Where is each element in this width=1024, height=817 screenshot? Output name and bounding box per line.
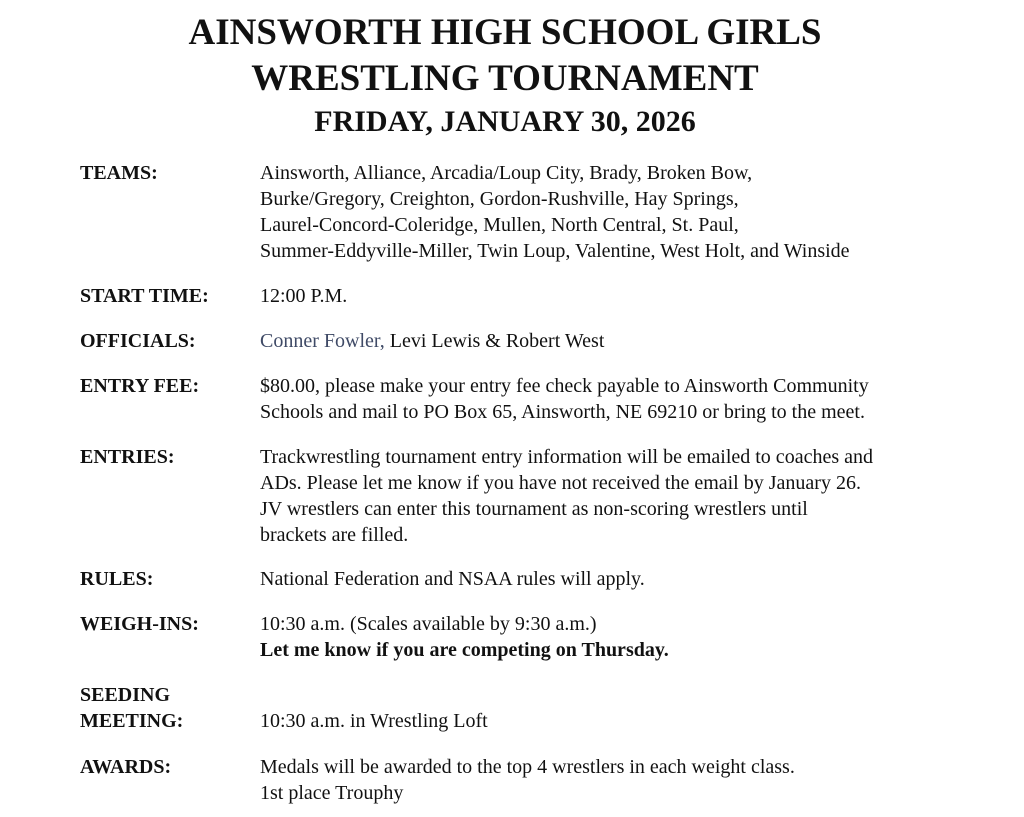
awards-value <box>260 754 960 806</box>
entries-line: ADs. Please let me know if you have not received the email by January 26. <box>260 472 861 494</box>
entries-line: Trackwrestling tournament entry information will be emailed to coaches and <box>260 446 873 468</box>
officials-rest: Levi Lewis & Robert West <box>384 330 605 352</box>
seeding-meeting-label <box>80 682 255 734</box>
official-conner-fowler[interactable]: Conner Fowler, <box>260 330 385 352</box>
awards-line: Medals will be awarded to the top 4 wrestlers in each weight class. <box>260 756 795 778</box>
seeding-meeting-value: 10:30 a.m. in Wrestling Loft <box>260 710 488 732</box>
awards-line: 1st place Trouphy <box>260 782 404 804</box>
teams-line: Burke/Gregory, Creighton, Gordon-Rushville, Hay Springs, <box>260 188 739 210</box>
teams-line: Ainsworth, Alliance, Arcadia/Loup City, Brady, Broken Bow, <box>260 162 753 184</box>
start-time-value: 12:00 P.M. <box>260 285 348 307</box>
event-date: FRIDAY, JANUARY 30, 2026 <box>314 105 696 138</box>
entry-fee-line: $80.00, please make your entry fee check payable to Ainsworth Community <box>260 375 869 397</box>
officials-label: OFFICIALS: <box>80 330 196 352</box>
teams-line: Laurel-Concord-Coleridge, Mullen, North Central, St. Paul, <box>260 214 739 236</box>
rules-label: RULES: <box>80 568 154 590</box>
rules-value: National Federation and NSAA rules will apply. <box>260 568 645 590</box>
weigh-ins-value <box>260 611 960 663</box>
officials-value <box>260 328 960 354</box>
title-line-2: WRESTLING TOURNAMENT <box>251 58 759 99</box>
start-time-label: START TIME: <box>80 285 209 307</box>
entry-fee-line: Schools and mail to PO Box 65, Ainsworth, NE 69210 or bring to the meet. <box>260 401 865 423</box>
entries-value <box>260 444 960 548</box>
seeding-label-line: SEEDING <box>80 684 171 706</box>
weigh-ins-time: 10:30 a.m. (Scales available by 9:30 a.m.) <box>260 613 597 635</box>
entry-fee-label: ENTRY FEE: <box>80 375 200 397</box>
entry-fee-value <box>260 373 960 425</box>
entries-label: ENTRIES: <box>80 446 175 468</box>
weigh-ins-notice: Let me know if you are competing on Thursday. <box>260 639 669 661</box>
teams-line: Summer-Eddyville-Miller, Twin Loup, Valentine, West Holt, and Winside <box>260 240 850 262</box>
weigh-ins-label: WEIGH-INS: <box>80 613 199 635</box>
entries-line: JV wrestlers can enter this tournament as non-scoring wrestlers until <box>260 498 808 520</box>
entries-line: brackets are filled. <box>260 524 409 546</box>
awards-label: AWARDS: <box>80 756 172 778</box>
teams-label: TEAMS: <box>80 162 158 184</box>
seeding-label-line: MEETING: <box>80 710 184 732</box>
title-line-1: AINSWORTH HIGH SCHOOL GIRLS <box>188 12 822 53</box>
teams-value <box>260 160 960 264</box>
